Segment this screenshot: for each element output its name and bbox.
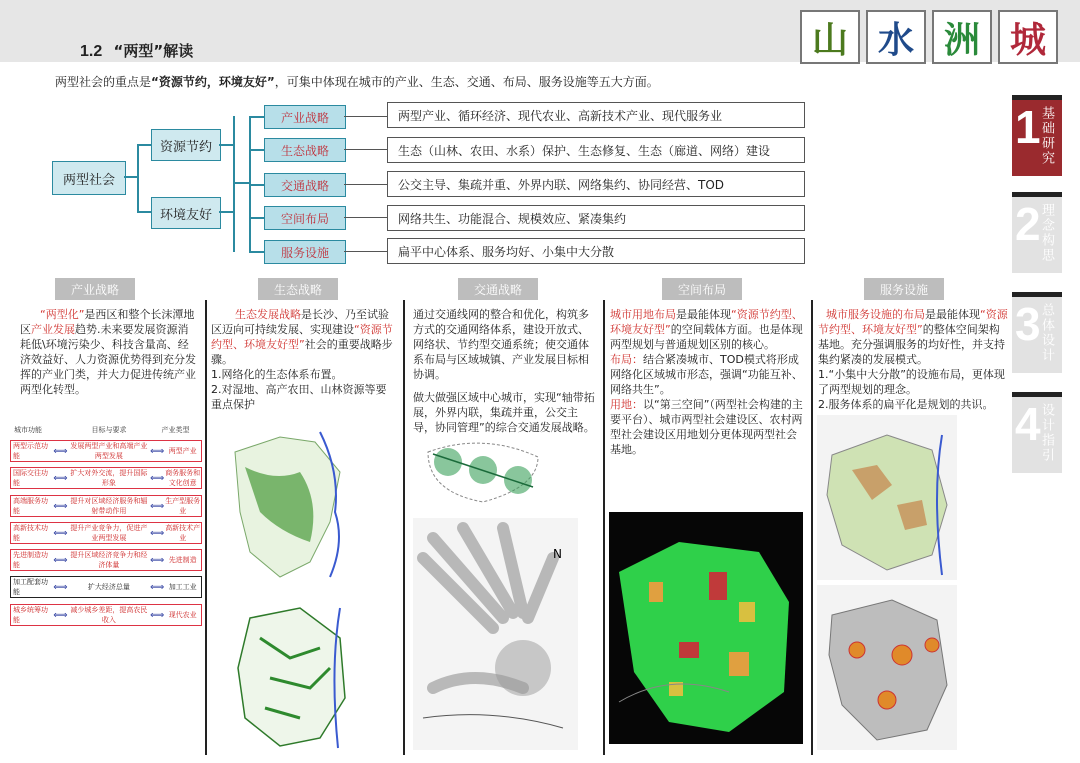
text-highlight: “资源节约型、环境友好型”	[211, 323, 393, 351]
table-row: 城乡统筹功能 ⟺ 减少城乡差距，提高农民收入 ⟺ 现代农业	[10, 604, 202, 626]
text: 结合紧凑城市、TOD模式将形成网络化区域城市形态，强调“功能互补、网络共生”。	[610, 353, 803, 396]
table-cell: 加工工业	[168, 583, 197, 591]
table-cell: 减少城乡差距，提高农民收入	[70, 606, 148, 624]
text-highlight: 城市用地布局	[610, 308, 676, 321]
svg-text:N: N	[553, 547, 562, 561]
list-item: 2.对湿地、高产农田、山林资源等要重点保护	[211, 383, 387, 411]
column-divider	[205, 300, 207, 755]
list-item: 2.服务体系的扁平化是规划的共识。	[818, 398, 994, 411]
tab-label: 总体设计	[1039, 303, 1054, 363]
brand-char: 水	[866, 10, 926, 64]
table-cell: 国际交往功能	[13, 469, 48, 487]
connector	[249, 251, 264, 253]
tree-leaf-description: 扁平中心体系、服务均好、小集中大分散	[387, 238, 805, 264]
table-cell: 先进制造功能	[13, 551, 48, 569]
tab-label: 理念构思	[1039, 203, 1054, 263]
connector	[137, 144, 151, 146]
text-highlight: 生态发展战略	[235, 308, 301, 321]
layout-text	[610, 307, 806, 457]
brand-char: 洲	[932, 10, 992, 64]
tree-leaf-description: 两型产业、循环经济、现代农业、高新技术产业、现代服务业	[387, 102, 805, 128]
tree-leaf: 服务设施	[264, 240, 346, 264]
connector	[233, 182, 235, 252]
traffic-axis-diagram	[418, 432, 548, 512]
tab-number: 3	[1015, 298, 1041, 350]
table-cell: 提升产业竞争力，促进产业两型发展	[70, 524, 148, 542]
industry-table-header	[10, 425, 200, 435]
intro-prefix: 两型社会的重点是	[55, 75, 152, 89]
table-row: 国际交往功能 ⟺ 扩大对外交流，提升国际形象 ⟺ 商务服务和文化创意	[10, 467, 202, 489]
tree-leaf: 生态战略	[264, 138, 346, 162]
ecology-text	[211, 307, 397, 412]
table-cell: 高新技术产业	[165, 524, 201, 542]
table-cell: 发展两型产业和高端产业两型发展	[70, 442, 148, 460]
connector	[344, 149, 387, 150]
connector	[249, 217, 264, 219]
column-divider	[403, 300, 405, 755]
tab-concept[interactable]	[1012, 192, 1062, 273]
text: 以“第三空间”（两型社会构建的主要平台）、城市两型社会建设区、农村两型社会建设区用地划分更体现两型社会基地。	[610, 398, 803, 456]
text: 的空间载体方面。也是体现两型规划与普通规划区别的核心。	[610, 323, 803, 351]
table-cell: 生产型服务业	[165, 497, 201, 515]
column-divider	[811, 300, 813, 755]
table-cell: 商务服务和文化创意	[165, 469, 201, 487]
table-row: 高端服务功能 ⟺ 提升对区域经济服务和辐射带动作用 ⟺ 生产型服务业	[10, 495, 202, 517]
text-highlight: 城市服务设施的布局	[826, 308, 925, 321]
table-row: 两型示范功能 ⟺ 发展两型产业和高端产业两型发展 ⟺ 两型产业	[10, 440, 202, 462]
tab-basic-research[interactable]	[1012, 95, 1062, 176]
column-header-facilities: 服务设施	[864, 278, 944, 300]
column-header-layout: 空间布局	[662, 278, 742, 300]
tab-number: 1	[1015, 101, 1041, 153]
facilities-map-top	[817, 415, 957, 580]
table-cell: 扩大对外交流，提升国际形象	[70, 469, 148, 487]
text-highlight: “资源节约型、环境友好型”	[818, 308, 1008, 336]
column-header-ecology: 生态战略	[258, 278, 338, 300]
tree-leaf: 交通战略	[264, 173, 346, 197]
connector	[249, 116, 264, 118]
tab-number: 4	[1015, 398, 1041, 450]
table-cell: 现代农业	[168, 611, 197, 619]
text: 社会的重要战略步骤。	[211, 338, 393, 366]
column-divider	[603, 300, 605, 755]
list-item: 1.“小集中大分散”的设施布局，更体现了两型规划的理念。	[818, 368, 1005, 396]
connector	[344, 217, 387, 218]
ecology-map-bottom	[220, 598, 360, 750]
text-highlight: 布局：	[610, 353, 643, 366]
table-cell: 先进制造	[168, 556, 197, 564]
brand-char: 城	[998, 10, 1058, 64]
table-header-cell: 城市功能	[14, 426, 42, 434]
text: 的整体空间架构基地。充分强调服务的均好性，并支持集约紧凑的发展模式。	[818, 323, 1005, 366]
tree-branch-resource: 资源节约	[151, 129, 221, 161]
table-cell: 高新技术功能	[13, 524, 48, 542]
connector	[344, 184, 387, 185]
tree-leaf: 空间布局	[264, 206, 346, 230]
connector	[344, 251, 387, 252]
connector	[249, 184, 264, 186]
text: 是西区和整个长沫潭地区	[20, 308, 195, 336]
connector	[124, 176, 138, 178]
intro-text	[55, 73, 659, 90]
paragraph: 做大做强区域中心城市，实现“轴带拓展，外界内联，集疏并重，公交主导，协同管理”的综合交通发展战略。	[413, 391, 595, 434]
section-title-text: “两型”解读	[113, 42, 194, 60]
connector	[219, 211, 234, 213]
column-header-industry: 产业战略	[55, 278, 135, 300]
list-item: 1.网络化的生态体系布置。	[211, 368, 343, 381]
tree-root: 两型社会	[52, 161, 126, 195]
text-highlight: “资源节约型、环境友好型”	[610, 308, 803, 336]
text: 是最能体现	[925, 308, 980, 321]
industry-text	[20, 307, 196, 397]
facilities-text	[818, 307, 1008, 412]
table-header-cell: 产业类型	[161, 426, 190, 434]
intro-bold: “资源节约，环境友好”	[151, 75, 275, 89]
text: 是最能体现	[676, 308, 731, 321]
table-row: 先进制造功能 ⟺ 提升区域经济竞争力和经济体量 ⟺ 先进制造	[10, 549, 202, 571]
table-cell: 加工配套功能	[13, 578, 48, 596]
tab-number: 2	[1015, 198, 1041, 250]
traffic-finger-plan	[413, 518, 578, 750]
intro-suffix: ，可集中体现在城市的产业、生态、交通、布局、服务设施等五大方面。	[274, 75, 659, 89]
tree-leaf-description: 网络共生、功能混合、规模效应、紧凑集约	[387, 205, 805, 231]
spatial-layout-map	[609, 512, 803, 744]
tab-label: 基础研究	[1039, 106, 1054, 166]
table-cell: 提升区域经济竞争力和经济体量	[70, 551, 148, 569]
table-cell: 扩大经济总量	[87, 583, 130, 591]
tree-leaf-description: 生态（山林、农田、水系）保护、生态修复、生态（廊道、网络）建设	[387, 137, 805, 163]
section-title	[80, 40, 193, 61]
tab-label: 设计指引	[1039, 403, 1054, 463]
connector	[137, 144, 139, 212]
connector	[233, 116, 235, 182]
tab-overall-design[interactable]	[1012, 292, 1062, 373]
brand-logo	[800, 10, 1058, 64]
traffic-text	[413, 307, 599, 435]
text: 是长沙、乃至试验区迈向可持续发展、实现建设	[211, 308, 389, 336]
tree-leaf-description: 公交主导、集疏并重、外界内联、网络集约、协同经营、TOD	[387, 171, 805, 197]
text: 趋势.未来要发展资源消耗低\环境污染少、科技含量高、经济效益好、人力资源优势得到充分发挥的产业门类，并大力促进传统产业两型化转型。	[20, 323, 196, 396]
table-header-cell: 目标与要求	[91, 426, 127, 434]
brand-char: 山	[800, 10, 860, 64]
table-cell: 两型示范功能	[13, 442, 48, 460]
connector	[344, 116, 387, 117]
tab-design-guide[interactable]	[1012, 392, 1062, 473]
connector	[137, 211, 151, 213]
column-header-traffic: 交通战略	[458, 278, 538, 300]
ecology-map-top	[220, 412, 360, 582]
paragraph: 通过交通线网的整合和优化，构筑多方式的交通网络体系，建设开放式、网络状、节约型交通系统；使交通体系布局与区域城镇、产业发展目标相协调。	[413, 308, 589, 381]
tree-leaf: 产业战略	[264, 105, 346, 129]
connector	[249, 149, 264, 151]
connector	[219, 144, 234, 146]
section-number: 1.2	[80, 43, 103, 60]
connector	[233, 182, 249, 184]
table-cell: 城乡统筹功能	[13, 606, 48, 624]
tree-branch-environment: 环境友好	[151, 197, 221, 229]
table-cell: 两型产业	[168, 447, 197, 455]
text-highlight: “两型化”	[40, 308, 85, 321]
table-row: 加工配套功能 ⟺ 扩大经济总量 ⟺ 加工工业	[10, 576, 202, 598]
text-highlight: 用地：	[610, 398, 643, 411]
table-cell: 提升对区域经济服务和辐射带动作用	[70, 497, 148, 515]
text-highlight: 产业发展	[31, 323, 75, 336]
table-cell: 高端服务功能	[13, 497, 48, 515]
table-row: 高新技术功能 ⟺ 提升产业竞争力，促进产业两型发展 ⟺ 高新技术产业	[10, 522, 202, 544]
facilities-map-bottom	[817, 585, 957, 750]
